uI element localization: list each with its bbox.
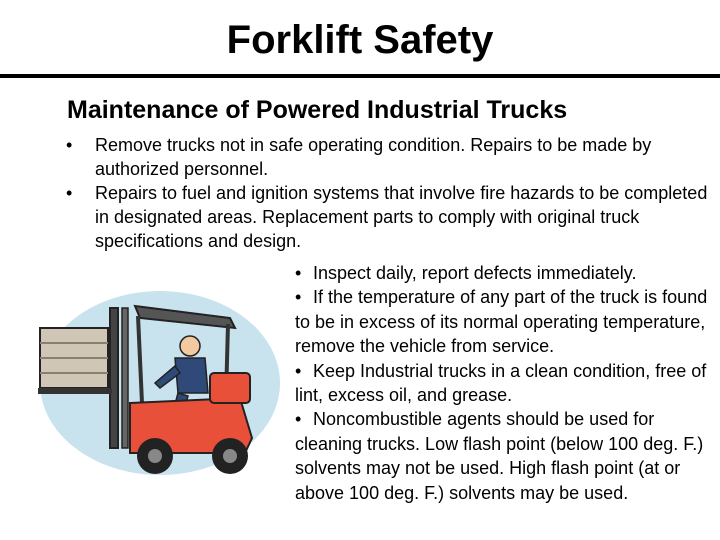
list-item [62, 181, 712, 253]
top-bullet-list [62, 133, 712, 253]
bullet-marker: • [295, 287, 302, 308]
bullet-text: Noncombustible agents should be used for cleaning trucks. Low flash point (below 100 deg. F.) solvents may not be used. High flash point (at or above 100 deg. F.) solvents may be used. [295, 409, 704, 503]
list-item [295, 285, 715, 358]
list-item [295, 359, 715, 408]
bullet-marker: • [295, 360, 302, 381]
bullet-text: Remove trucks not in safe operating condition. Repairs to be made by authorized personnel. [95, 135, 652, 179]
list-item [295, 407, 715, 505]
list-item [62, 133, 712, 181]
forklift-clipart-icon [30, 288, 280, 493]
slide-title: Forklift Safety [226, 18, 494, 62]
title-divider [0, 74, 720, 78]
slide-subtitle: Maintenance of Powered Industrial Trucks [67, 96, 568, 124]
bullet-marker: • [295, 409, 302, 430]
bullet-marker: • [295, 263, 302, 283]
bullet-text: If the temperature of any part of the truck is found to be in excess of its normal operating temperature, remove the vehicle from service. [295, 287, 708, 357]
bullet-text: Repairs to fuel and ignition systems that involve fire hazards to be completed in designated areas. Replacement parts to comply with original truck specifications and design. [95, 183, 708, 251]
bullet-marker: • [66, 135, 73, 155]
bullet-text: Inspect daily, report defects immediately. [313, 263, 637, 283]
right-bullet-list [295, 261, 715, 505]
list-item [295, 261, 715, 285]
bullet-text: Keep Industrial trucks in a clean condition, free of lint, excess oil, and grease. [295, 360, 707, 406]
bullet-marker: • [66, 183, 73, 203]
